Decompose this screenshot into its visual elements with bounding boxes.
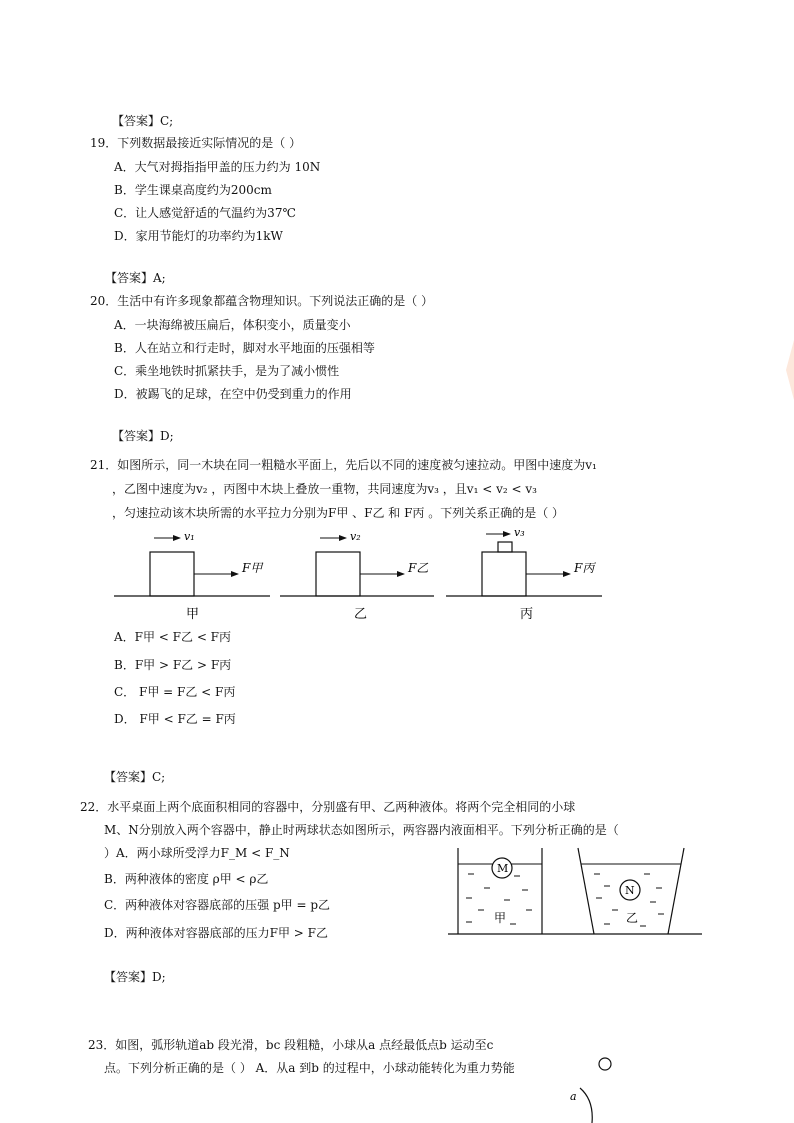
q19-option-a: A．大气对拇指指甲盖的压力约为 10N xyxy=(114,160,321,174)
q22-line3: ）A．两小球所受浮力F_M < F_N xyxy=(104,846,290,860)
page-edge-mark xyxy=(786,340,794,400)
ball-m-label: M xyxy=(497,862,509,875)
q20-option-c: C．乘坐地铁时抓紧扶手，是为了减小惯性 xyxy=(114,364,340,378)
container-yi xyxy=(578,848,684,934)
q20-answer: 【答案】D; xyxy=(112,429,174,443)
wood-block xyxy=(482,552,526,596)
q18-answer: 【答案】C; xyxy=(112,114,174,128)
q23-figure xyxy=(560,1054,630,1123)
q20-option-b: B．人在站立和行走时，脚对水平地面的压强相等 xyxy=(114,341,375,355)
q23-line2: 点。下列分析正确的是（ ） A．从a 到b 的过程中，小球动能转化为重力势能 xyxy=(104,1061,515,1075)
q23-line1: 23．如图，弧形轨道ab 段光滑，bc 段粗糙，小球从a 点经最低点b 运动至c xyxy=(88,1038,494,1052)
caption-jia: 甲 xyxy=(494,911,507,925)
q19-option-d: D．家用节能灯的功率约为1kW xyxy=(114,229,283,243)
point-a-label: a xyxy=(570,1090,577,1103)
f2-label: F乙 xyxy=(408,561,429,575)
v1-label: v₁ xyxy=(184,530,195,543)
q22-option-b: B．两种液体的密度 ρ甲 < ρ乙 xyxy=(104,872,269,886)
container-jia xyxy=(458,848,542,934)
q21-line2: ，乙图中速度为v₂ ，丙图中木块上叠放一重物，共同速度为v₃ ，且v₁ < v₂ < v₃ xyxy=(112,482,537,496)
ball xyxy=(599,1058,611,1070)
q21-option-a: A．F甲 < F乙 < F丙 xyxy=(114,630,232,644)
wood-block xyxy=(150,552,194,596)
q20-stem: 20．生活中有许多现象都蕴含物理知识。下列说法正确的是（ ） xyxy=(90,294,434,308)
caption-yi: 乙 xyxy=(354,607,368,622)
q22-line2: M、N分别放入两个容器中，静止时两球状态如图所示，两容器内液面相平。下列分析正确的是（ xyxy=(104,823,619,837)
q21-line1: 21．如图所示，同一木块在同一粗糙水平面上，先后以不同的速度被匀速拉动。甲图中速度为v₁ xyxy=(90,458,597,472)
caption-jia: 甲 xyxy=(186,607,200,622)
weight-block xyxy=(498,542,512,552)
q21-option-d: D． F甲 < F乙 = F丙 xyxy=(114,712,236,726)
q21-figure xyxy=(110,526,610,626)
q21-panel-jia xyxy=(114,530,270,622)
q22-option-d: D．两种液体对容器底部的压力F甲 > F乙 xyxy=(104,926,328,940)
v2-label: v₂ xyxy=(350,530,361,543)
q21-answer: 【答案】C; xyxy=(104,770,166,784)
q22-answer: 【答案】D; xyxy=(104,970,166,984)
q19-option-b: B．学生课桌高度约为200cm xyxy=(114,183,272,197)
f1-label: F甲 xyxy=(242,561,263,575)
q19-stem: 19．下列数据最接近实际情况的是（ ） xyxy=(90,136,302,150)
q20-option-a: A．一块海绵被压扁后，体积变小，质量变小 xyxy=(114,318,351,332)
q19-option-c: C．让人感觉舒适的气温约为37℃ xyxy=(114,206,296,220)
arc-track xyxy=(580,1088,592,1123)
ball-n-label: N xyxy=(625,884,635,897)
f3-label: F丙 xyxy=(574,561,595,575)
q21-option-c: C． F甲 = F乙 < F丙 xyxy=(114,685,236,699)
q21-option-b: B．F甲 > F乙 > F丙 xyxy=(114,658,232,672)
q19-answer: 【答案】A; xyxy=(105,271,166,285)
q21-panel-yi xyxy=(280,530,434,622)
caption-bing: 丙 xyxy=(520,607,534,622)
q21-panel-bing xyxy=(446,526,602,622)
q22-option-c: C．两种液体对容器底部的压强 p甲 = p乙 xyxy=(104,898,331,912)
v3-label: v₃ xyxy=(514,526,525,539)
q20-option-d: D．被踢飞的足球，在空中仍受到重力的作用 xyxy=(114,387,352,401)
caption-yi: 乙 xyxy=(626,911,639,925)
q21-line3: ，匀速拉动该木块所需的水平拉力分别为F甲 、F乙 和 F丙 。下列关系正确的是（ ） xyxy=(112,506,565,520)
q22-figure xyxy=(444,844,706,940)
wood-block xyxy=(316,552,360,596)
q22-line1: 22．水平桌面上两个底面积相同的容器中，分别盛有甲、乙两种液体。将两个完全相同的小球 xyxy=(80,800,576,814)
